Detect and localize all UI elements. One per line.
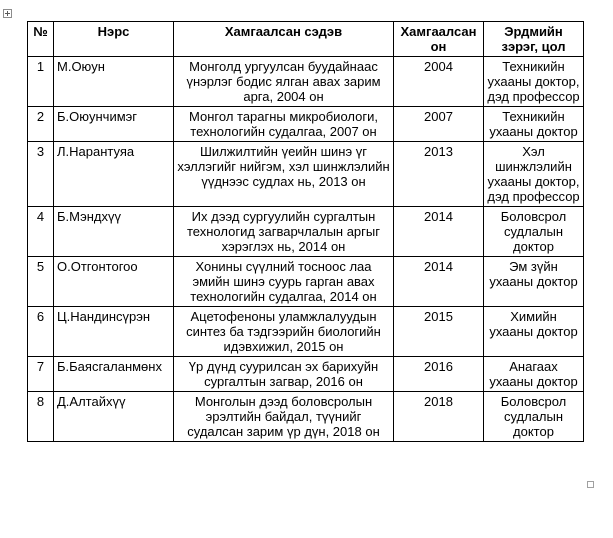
row-topic: Монголын дээд боловсролын эрэлтийн байдал, түүнийг судалсан зарим үр дүн, 2018 он: [174, 392, 394, 442]
row-year: 2007: [394, 107, 484, 142]
row-name: Л.Нарантуяа: [54, 142, 174, 207]
row-name: Ц.Нандинсүрэн: [54, 307, 174, 357]
row-num: 8: [28, 392, 54, 442]
row-topic: Хонины сүүлний тосноос лаа эмийн шинэ суурь гарган авах технологийн судалгаа, 2014 он: [174, 257, 394, 307]
row-degree: Хэл шинжлэлийн ухааны доктор, дэд профессор: [484, 142, 584, 207]
row-name: Б.Баясгаланмөнх: [54, 357, 174, 392]
row-name: Д.Алтайхүү: [54, 392, 174, 442]
row-year: 2004: [394, 57, 484, 107]
row-topic: Ацетофеноны уламжлалуудын синтез ба тэдгээрийн биологийн идэвхижил, 2015 он: [174, 307, 394, 357]
row-year: 2013: [394, 142, 484, 207]
row-degree: Техникийн ухааны доктор, дэд профессор: [484, 57, 584, 107]
table-row: [28, 57, 584, 107]
table-resize-handle-icon[interactable]: [587, 481, 594, 488]
header-degree: Эрдмийн зэрэг, цол: [484, 22, 584, 57]
dissertation-table: [27, 21, 584, 442]
row-year: 2015: [394, 307, 484, 357]
row-degree: Техникийн ухааны доктор: [484, 107, 584, 142]
row-year: 2014: [394, 207, 484, 257]
row-topic: Их дээд сургуулийн сургалтын технологид загварчлалын аргыг хэрэглэх нь, 2014 он: [174, 207, 394, 257]
row-num: 6: [28, 307, 54, 357]
table-row: [28, 107, 584, 142]
table-header-row: [28, 22, 584, 57]
row-num: 4: [28, 207, 54, 257]
table-row: [28, 257, 584, 307]
table-row: [28, 392, 584, 442]
row-name: М.Оюун: [54, 57, 174, 107]
row-degree: Химийн ухааны доктор: [484, 307, 584, 357]
row-year: 2016: [394, 357, 484, 392]
row-num: 2: [28, 107, 54, 142]
row-topic: Шилжилтийн үеийн шинэ үг хэллэгийг нийгэм, хэл шинжлэлийн үүднээс судлах нь, 2013 он: [174, 142, 394, 207]
row-year: 2018: [394, 392, 484, 442]
row-num: 7: [28, 357, 54, 392]
table-row: [28, 307, 584, 357]
row-topic: Үр дүнд суурилсан эх барихуйн сургалтын загвар, 2016 он: [174, 357, 394, 392]
row-num: 5: [28, 257, 54, 307]
row-name: Б.Оюунчимэг: [54, 107, 174, 142]
header-year: Хамгаалсан он: [394, 22, 484, 57]
header-name: Нэрс: [54, 22, 174, 57]
table-row: [28, 357, 584, 392]
header-num: №: [28, 22, 54, 57]
row-year: 2014: [394, 257, 484, 307]
row-degree: Боловсрол судлалын доктор: [484, 207, 584, 257]
row-degree: Боловсрол судлалын доктор: [484, 392, 584, 442]
row-num: 3: [28, 142, 54, 207]
row-num: 1: [28, 57, 54, 107]
row-topic: Монголд ургуулсан буудайнаас үнэрлэг бодис ялган авах зарим арга, 2004 он: [174, 57, 394, 107]
row-degree: Эм зүйн ухааны доктор: [484, 257, 584, 307]
table-row: [28, 207, 584, 257]
header-topic: Хамгаалсан сэдэв: [174, 22, 394, 57]
row-degree: Анагаах ухааны доктор: [484, 357, 584, 392]
row-name: Б.Мэндхүү: [54, 207, 174, 257]
row-topic: Монгол тарагны микробиологи, технологийн судалгаа, 2007 он: [174, 107, 394, 142]
table-move-handle-icon[interactable]: [3, 9, 12, 18]
row-name: О.Отгонтогоо: [54, 257, 174, 307]
table-row: [28, 142, 584, 207]
